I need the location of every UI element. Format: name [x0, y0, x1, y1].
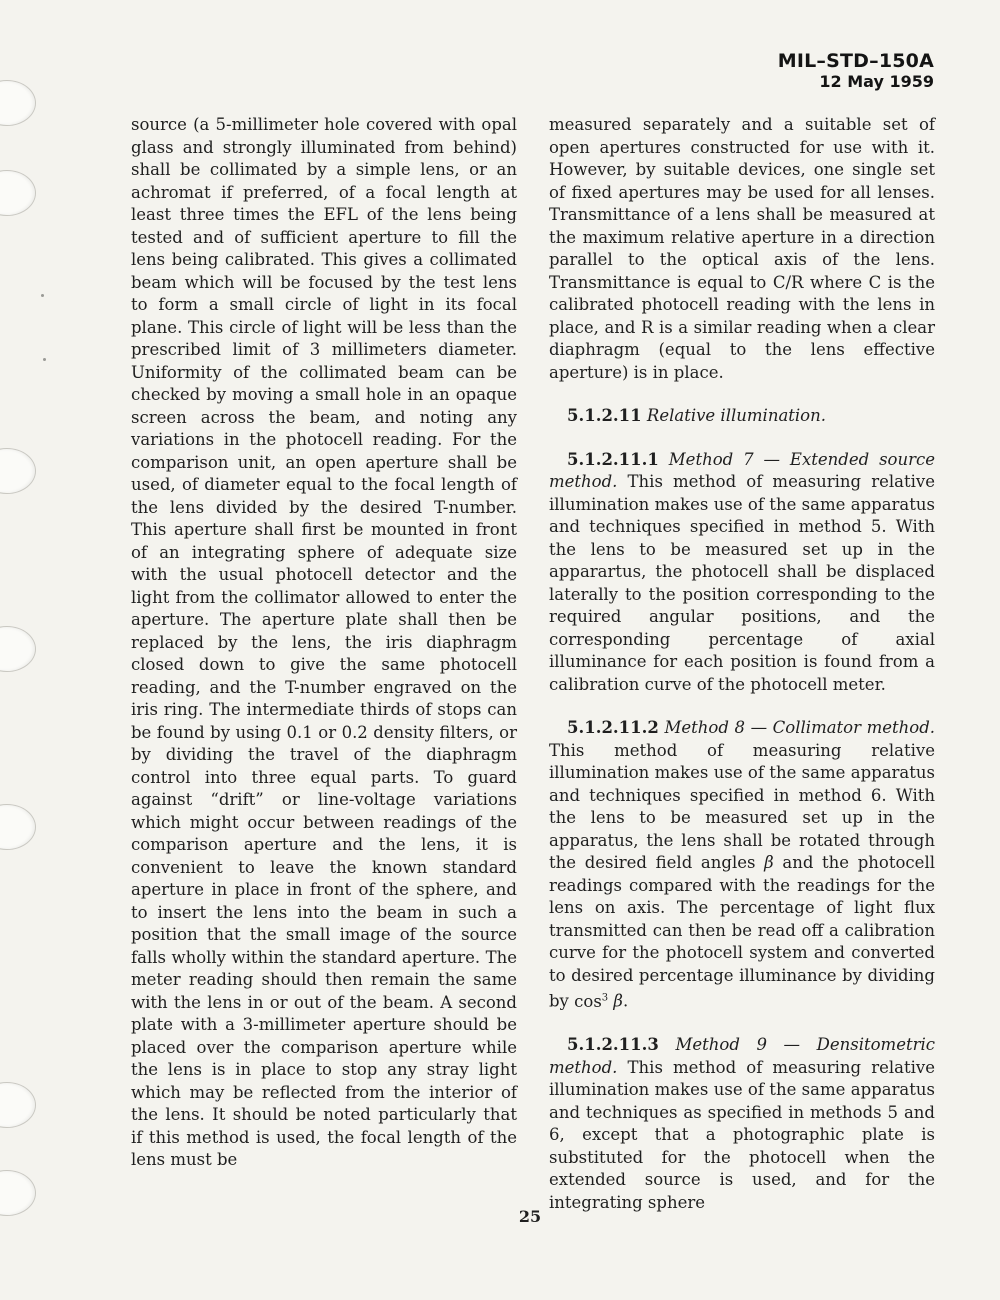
- sentence-end: .: [622, 991, 629, 1011]
- section-title: Method 7 — Extended source method.: [549, 449, 935, 491]
- section-body: This method of measuring relative illumination makes use of the same apparatus and techniques specified in method 6. With the lens to be measured set up in the apparatus, the lens shall be rotated through the desired field angles: [549, 740, 935, 872]
- beta-symbol: β: [764, 853, 774, 872]
- section-method-8: [549, 717, 935, 1013]
- section-title: Method 8 — Collimator method.: [664, 718, 936, 737]
- section-number: 5.1.2.11.3: [567, 1035, 659, 1054]
- beta-symbol: β: [613, 991, 623, 1011]
- left-column: [131, 114, 517, 1193]
- paper-speck: [41, 294, 44, 297]
- binder-hole: [0, 626, 36, 672]
- continuation-paragraph: measured separately and a suitable set of open apertures constructed for use with it. However, by suitable devices, one single set of fixed apertures may be used for all lenses. Transmittance of a lens shall be measured at the maximum relative aperture in a direction parallel to the optical axis of the lens. Transmittance is equal to C/R where C is the calibrated photocell reading with the lens in place, and R is a similar reading when a clear diaphragm (equal to the lens effective aperture) is in place.: [549, 115, 935, 382]
- section-body: This method of measuring relative illumination makes use of the same apparatus and techniques specified in method 5. With the lens to be measured set up in the apparartus, the photocell shall be displaced laterally to the position corresponding to the required angular positions, and the corresponding percentage of axial illuminance for each position is found from a calibration curve of the photocell meter.: [549, 472, 935, 694]
- section-number: 5.1.2.11.2: [567, 718, 659, 737]
- section-title: Relative illumination.: [646, 406, 826, 425]
- paper-speck: [43, 358, 46, 361]
- document-date: 12 May 1959: [819, 72, 934, 91]
- section-heading-relative-illumination: [549, 405, 935, 428]
- section-title: Method 9 — Densitometric method.: [549, 1035, 935, 1077]
- binder-hole: [0, 804, 36, 850]
- document-id: MIL–STD–150A: [777, 50, 934, 72]
- body-paragraph: source (a 5-millimeter hole covered with opal glass and strongly illuminated from behind) shall be collimated by a simple lens, or an achromat if preferred, of a focal length at least three times the EFL of the lens being tested and of sufficient aperture to fill the lens being calibrated. This gives a collimated beam which will be focused by the test lens to form a small circle of light in its focal plane. This circle of light will be less than the prescribed limit of 3 millimeters diameter. Uniformity of the collimated beam can be checked by moving a small hole in an opaque screen across the beam, and noting any variations in the photocell reading. For the comparison unit, an open aperture shall be used, of diameter equal to the focal length of the lens divided by the desired T-number. This aperture shall first be mounted in front of an integrating sphere of adequate size with the usual photocell detector and the light from the collimator allowed to enter the aperture. The aperture plate shall then be replaced by the lens, the iris diaphragm closed down to give the same photocell reading, and the T-number engraved on the iris ring. The intermediate thirds of stops can be found by using 0.1 or 0.2 density filters, or by dividing the travel of the diaphragm control into three equal parts. To guard against “drift” or line-voltage variations which might occur between readings of the comparison aperture and the lens, it is convenient to leave the known standard aperture in place in front of the sphere, and to insert the lens into the beam in such a position that the small image of the source falls wholly within the standard aperture. The meter reading should then remain the same with the lens in or out of the beam. A second plate with a 3-millimeter aperture should be placed over the comparison aperture while the lens is in place to stop any stray light which may be reflected from the interior of the lens. It should be noted particularly that if this method is used, the focal length of the lens must be: [131, 115, 517, 1169]
- binder-hole: [0, 448, 36, 494]
- document-header: [778, 50, 934, 92]
- cos-exponent: 3: [601, 992, 609, 1003]
- section-number: 5.1.2.11: [567, 406, 642, 425]
- section-method-9: [549, 1034, 935, 1214]
- binder-hole: [0, 80, 36, 126]
- section-number: 5.1.2.11.1: [567, 449, 659, 469]
- section-body: This method of measuring relative illumination makes use of the same apparatus and techniques as specified in methods 5 and 6, except that a photographic plate is substituted for the photocell when the extended source is used, and for the integrating sphere: [549, 1057, 935, 1212]
- binder-hole: [0, 170, 36, 216]
- cos-term: [574, 992, 608, 1011]
- section-method-7: [549, 449, 935, 697]
- section-body-continued: and the photocell readings compared with the readings for the lens on axis. The percentage of light flux transmitted can then be read off a calibration curve for the photocell system and converted to desired percentage illuminance by dividing by: [549, 853, 935, 1011]
- cos-text: cos: [574, 991, 602, 1011]
- page-number: 25: [518, 1207, 542, 1226]
- binder-hole: [0, 1082, 36, 1128]
- right-column: [549, 114, 935, 1235]
